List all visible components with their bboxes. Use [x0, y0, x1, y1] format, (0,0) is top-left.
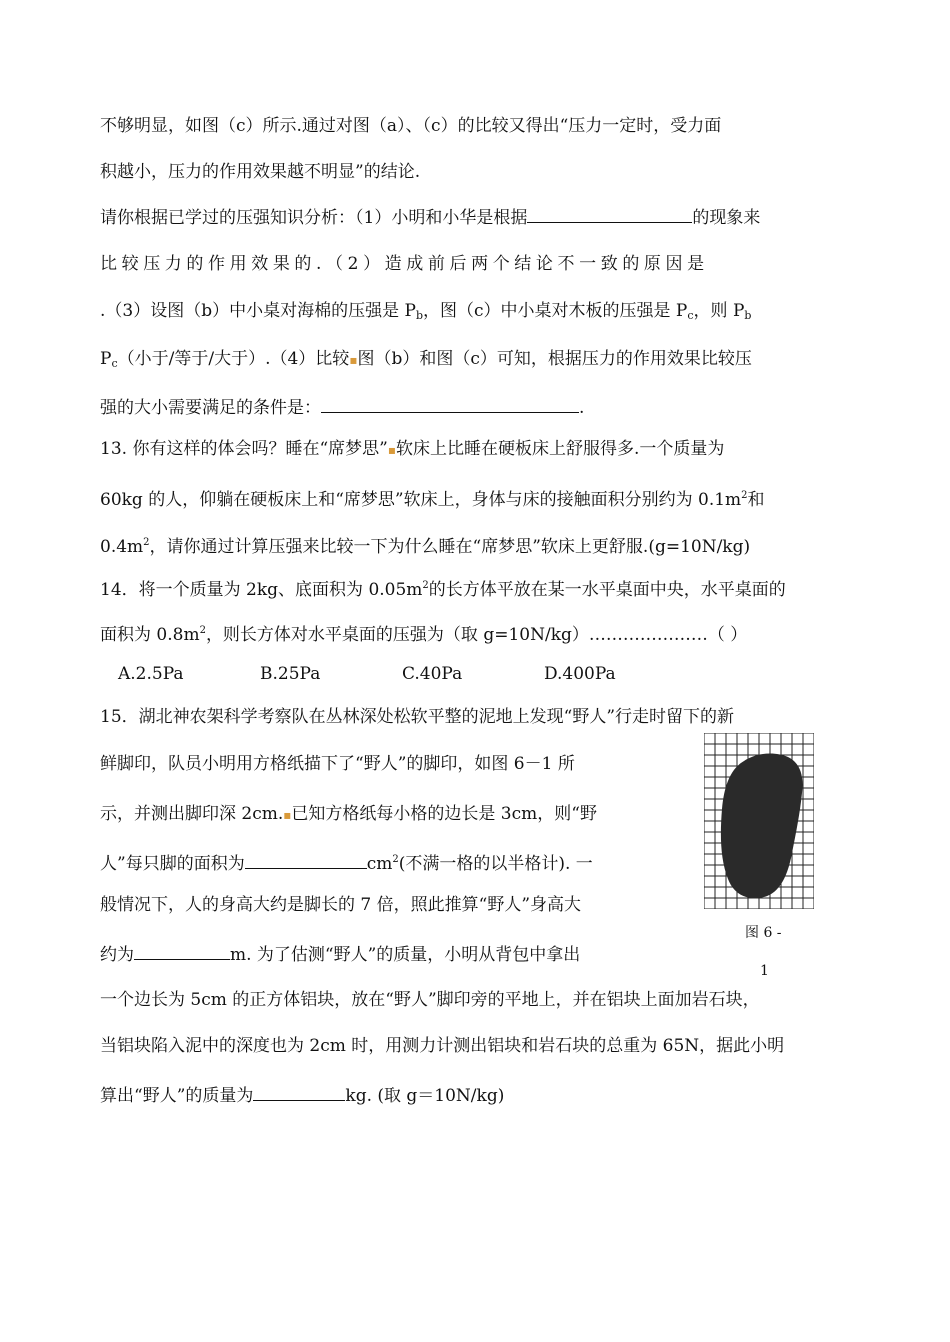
p12-line-1: [100, 114, 852, 138]
p15-line-2-text: 鲜脚印，队员小明用方格纸描下了“野人”的脚印，如图 6－1 所: [100, 754, 575, 774]
p14-options: [118, 662, 870, 686]
superscript-2: 2: [143, 537, 150, 548]
superscript-2: 2: [199, 625, 206, 636]
p15-line-1-text: 15．湖北神农架科学考察队在丛林深处松软平整的泥地上发现“野人”行走时留下的新: [100, 707, 735, 727]
p15-line-6-text-a: 约为: [100, 945, 134, 965]
marker-dot-icon: ▪: [283, 808, 292, 822]
p13-line-1: [100, 437, 852, 462]
option-d[interactable]: D.400Pa: [544, 664, 616, 684]
p13-line-1-text-b: 软床上比睡在硬板床上舒服得多.一个质量为: [395, 439, 725, 459]
p15-line-7: [100, 988, 852, 1012]
p12-line-6-text-a: P: [100, 349, 112, 369]
p15-line-3-text-a: 示，并测出脚印深 2cm.: [100, 804, 284, 824]
answer-blank-observation[interactable]: [527, 204, 692, 223]
p15-line-1: [100, 705, 852, 729]
p15-line-5-text: 般情况下，人的身高大约是脚长的 7 倍，照此推算“野人”身高大: [100, 895, 582, 915]
p13-line-3-text-a: 0.4m: [100, 537, 144, 557]
p13-line-3-text-b: ，请你通过计算压强来比较一下为什么睡在“席梦思”软床上更舒服.(g=10N/kg): [149, 537, 751, 557]
p12-line-3: [100, 204, 852, 230]
footprint-figure: [704, 733, 814, 913]
subscript-c: c: [111, 357, 118, 370]
p13-line-2-text-b: 和: [747, 490, 765, 510]
p15-line-3: [100, 802, 680, 827]
p15-line-3-text-b: 已知方格纸每小格的边长是 3cm，则“野: [291, 804, 597, 824]
p15-line-9-text-b: kg. (取 g＝10N/kg): [345, 1086, 505, 1106]
p14-line-2-text-a: 面积为 0.8m: [100, 625, 200, 645]
p12-line-5-text-b: ，图（c）中小桌对木板的压强是 P: [423, 301, 688, 321]
p13-line-2-text-a: 60kg 的人，仰躺在硬板床上和“席梦思”软床上，身体与床的接触面积分别约为 0.1m: [100, 490, 742, 510]
p15-line-2: [100, 752, 680, 776]
p14-line-1-text-a: 14．将一个质量为 2kg、底面积为 0.05m: [100, 580, 423, 600]
p15-line-6-text-b: m. 为了估测“野人”的质量，小明从背包中拿出: [230, 945, 581, 965]
p12-line-4: [100, 252, 852, 276]
figure-caption-number: 1: [760, 963, 769, 979]
p12-line-3-text-a: 请你根据已学过的压强知识分析：（1）小明和小华是根据: [100, 208, 528, 228]
p12-line-7: [100, 394, 852, 420]
p15-line-9: [100, 1082, 852, 1108]
p12-line-7-text-a: 强的大小需要满足的条件是：: [100, 398, 321, 418]
subscript-b: b: [415, 309, 423, 322]
p14-line-1: [100, 574, 852, 602]
p14-line-2: [100, 619, 852, 647]
p12-line-5: [100, 299, 852, 328]
p12-line-4-text: 比 较 压 力 的 作 用 效 果 的 . （ 2 ） 造 成 前 后 两 个 结 论 不 一 致 的 原 因 是: [100, 254, 704, 274]
figure-caption: 图 6 -: [745, 925, 782, 941]
p12-line-2: [100, 160, 852, 184]
superscript-2: 2: [422, 580, 429, 591]
answer-blank-mass[interactable]: [253, 1082, 345, 1101]
p12-line-6-text-c: 图（b）和图（c）可知，根据压力的作用效果比较压: [357, 349, 752, 369]
p12-line-7-text-b: .: [579, 398, 585, 418]
p15-line-4-text-a: 人”每只脚的面积为: [100, 854, 245, 874]
p12-line-2-text: 积越小，压力的作用效果越不明显”的结论.: [100, 162, 421, 182]
p15-line-8: [100, 1034, 852, 1058]
marker-dot-icon: ▪: [387, 443, 396, 457]
answer-blank-height[interactable]: [134, 941, 230, 960]
superscript-2: 2: [392, 854, 399, 865]
p12-line-5-text-a: .（3）设图（b）中小桌对海棉的压强是 P: [100, 301, 416, 321]
p15-line-5: [100, 893, 680, 917]
p15-line-4: [100, 848, 680, 876]
option-c[interactable]: C.40Pa: [402, 664, 463, 684]
p15-line-4-text-b: cm: [366, 854, 393, 874]
p12-line-6-text-b: （小于/等于/大于）.（4）比较: [117, 349, 350, 369]
p13-line-3: [100, 531, 852, 559]
superscript-2: 2: [741, 490, 748, 501]
p15-line-4-text-c: (不满一格的以半格计). 一: [398, 854, 593, 874]
subscript-c: c: [687, 309, 694, 322]
p13-line-1-text-a: 13. 你有这样的体会吗？睡在“席梦思”: [100, 439, 388, 459]
marker-dot-icon: ▪: [349, 353, 358, 367]
footprint-grid-image: [704, 733, 814, 909]
answer-blank-area[interactable]: [245, 850, 367, 869]
p12-line-6: [100, 347, 852, 376]
answer-blank-condition[interactable]: [321, 394, 579, 413]
p13-line-2: [100, 484, 852, 512]
p12-line-3-text-b: 的现象来: [692, 208, 761, 228]
p12-line-5-text-c: ，则 P: [693, 301, 745, 321]
p12-line-1-text: 不够明显，如图（c）所示.通过对图（a）、（c）的比较又得出“压力一定时，受力面: [100, 116, 722, 136]
p14-line-1-text-b: 的长方体平放在某一水平桌面中央，水平桌面的: [428, 580, 786, 600]
p15-line-6: [100, 941, 680, 967]
option-a[interactable]: A.2.5Pa: [118, 664, 184, 684]
subscript-b: b: [744, 309, 752, 322]
p15-line-9-text-a: 算出“野人”的质量为: [100, 1086, 254, 1106]
option-b[interactable]: B.25Pa: [260, 664, 321, 684]
p14-line-2-text-b: ，则长方体对水平桌面的压强为（取 g=10N/kg）…………………（ ）: [205, 625, 748, 645]
p15-line-8-text: 当铝块陷入泥中的深度也为 2cm 时，用测力计测出铝块和岩石块的总重为 65N，据此小明: [100, 1036, 785, 1056]
p15-line-7-text: 一个边长为 5cm 的正方体铝块，放在“野人”脚印旁的平地上，并在铝块上面加岩石块，: [100, 990, 760, 1010]
